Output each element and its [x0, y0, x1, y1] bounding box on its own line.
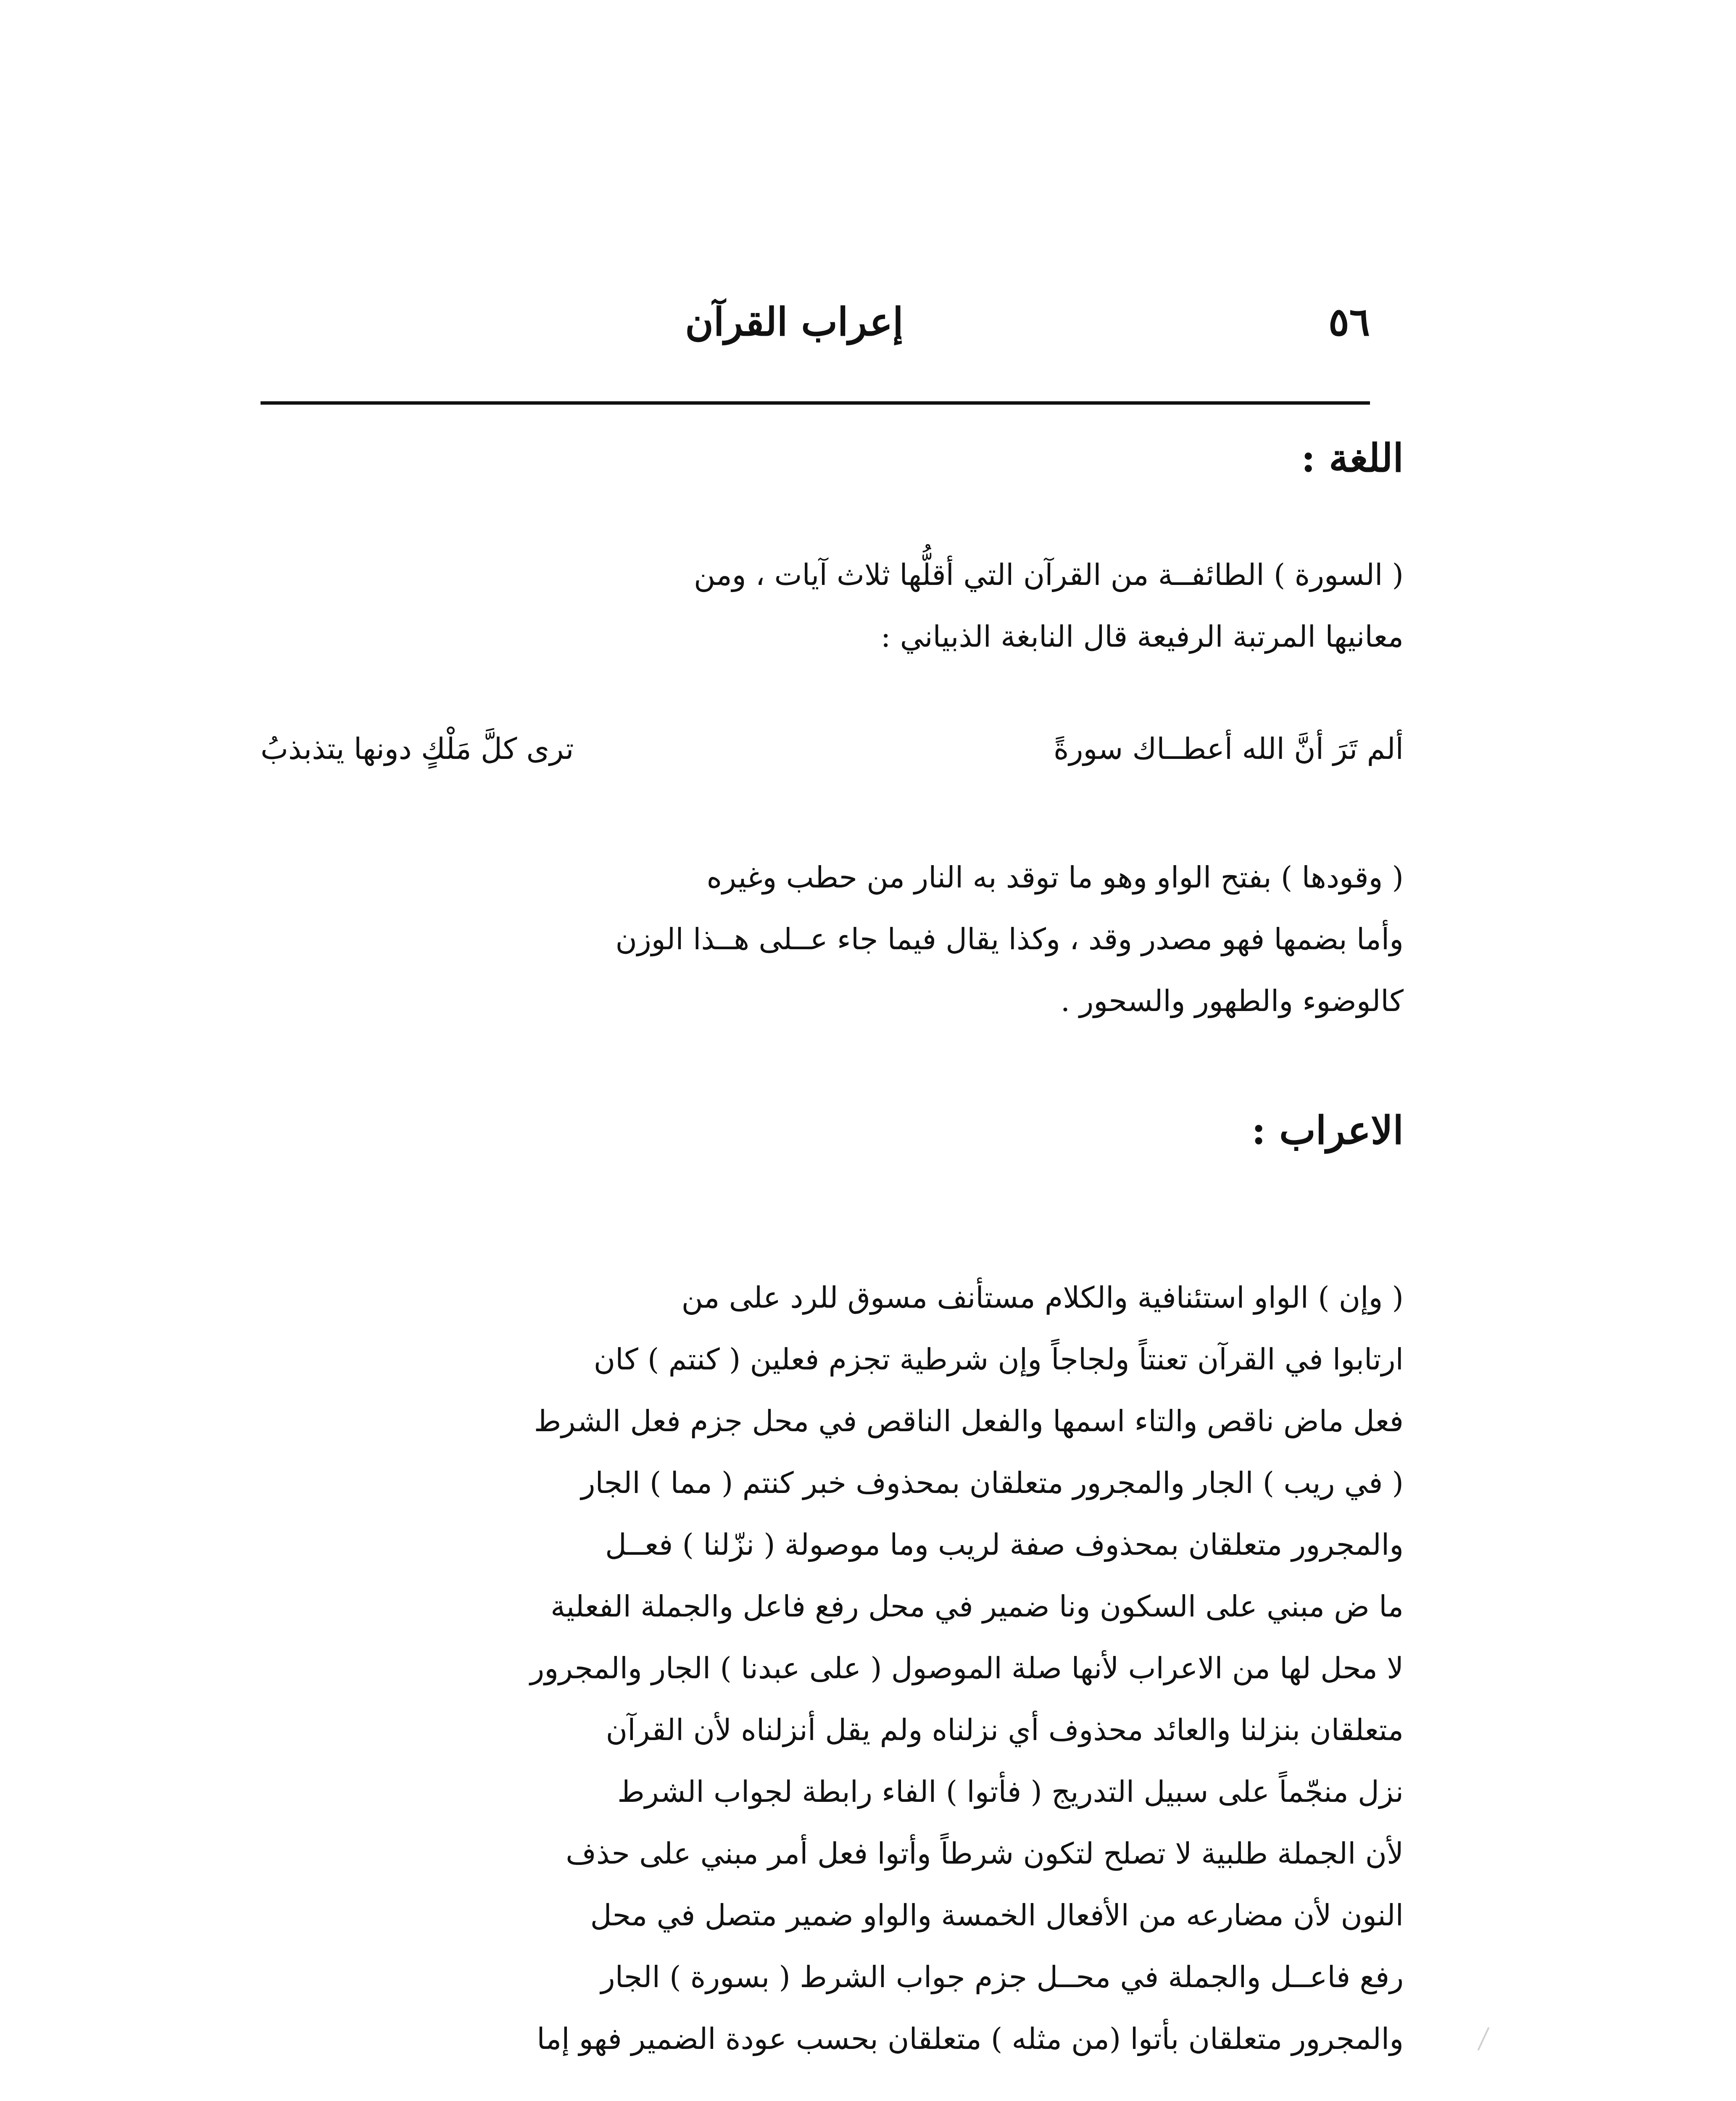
lexicon-paragraph-1 [261, 544, 1404, 668]
lexicon-paragraph-2-line: كالوضوء والطهور والسحور . [1060, 984, 1404, 1018]
grammar-line: نزل منجّماً على سبيل التدريج ( فأتوا ) الفاء رابطة لجواب الشرط [617, 1775, 1404, 1809]
poem-hemistich-1: ألم تَرَ أنَّ الله أعطــاك سورةً [1053, 732, 1404, 766]
grammar-line: متعلقان بنزلنا والعائد محذوف أي نزلناه ولم يقل أنزلناه لأن القرآن [606, 1713, 1404, 1747]
lexicon-paragraph-2-line: وأما بضمها فهو مصدر وقد ، وكذا يقال فيما جاء عــلى هــذا الوزن [615, 922, 1404, 956]
grammar-line: ( وإن ) الواو استئنافية والكلام مستأنف مسوق للرد على من [681, 1280, 1404, 1315]
lexicon-paragraph-2-line: ( وقودها ) بفتح الواو وهو ما توقد به النار من حطب وغيره [706, 860, 1404, 895]
lexicon-heading: اللغة : [1301, 435, 1404, 481]
grammar-line: والمجرور متعلقان بمحذوف صفة لريب وما موصولة ( نزّلنا ) فعــل [605, 1527, 1404, 1562]
grammar-line: النون لأن مضارعه من الأفعال الخمسة والواو ضمير متصل في محل [590, 1898, 1404, 1932]
grammar-line: ما ض مبني على السكون ونا ضمير في محل رفع فاعل والجملة الفعلية [551, 1589, 1404, 1624]
grammar-line: لا محل لها من الاعراب لأنها صلة الموصول ( على عبدنا ) الجار والمجرور [530, 1651, 1404, 1685]
grammar-line: رفع فاعــل والجملة في محــل جزم جواب الشرط ( بسورة ) الجار [601, 1960, 1404, 1994]
grammar-line: فعل ماض ناقص والتاء اسمها والفعل الناقص في محل جزم فعل الشرط [534, 1404, 1404, 1438]
page-number: ٥٦ [1328, 299, 1370, 345]
scan-mark [1478, 2027, 1490, 2051]
grammar-line: ( في ريب ) الجار والمجرور متعلقان بمحذوف خبر كنتم ( مما ) الجار [581, 1466, 1404, 1500]
lexicon-paragraph-1-line: معانيها المرتبة الرفيعة قال النابغة الذبياني : [880, 619, 1404, 654]
grammar-line: ارتابوا في القرآن تعنتاً ولجاجاً وإن شرطية تجزم فعلين ( كنتم ) كان [593, 1342, 1404, 1377]
lexicon-paragraph-1-line: ( السورة ) الطائفــة من القرآن التي أقلُّها ثلاث آيات ، ومن [693, 558, 1404, 592]
grammar-line: والمجرور متعلقان بأتوا (من مثله ) متعلقان بحسب عودة الضمير فهو إما [537, 2022, 1404, 2056]
grammar-paragraph [261, 1267, 1404, 2070]
poem-verse [261, 731, 1404, 777]
grammar-line: لأن الجملة طلبية لا تصلح لتكون شرطاً وأتوا فعل أمر مبني على حذف [566, 1836, 1404, 1871]
header-rule [261, 401, 1370, 405]
page-header [261, 286, 1370, 370]
running-title: إعراب القرآن [685, 299, 904, 345]
grammar-heading: الاعراب : [1251, 1108, 1404, 1153]
poem-hemistich-2: ترى كلَّ مَلْكٍ دونها يتذبذبُ [261, 732, 574, 766]
lexicon-paragraph-2 [261, 847, 1404, 1032]
